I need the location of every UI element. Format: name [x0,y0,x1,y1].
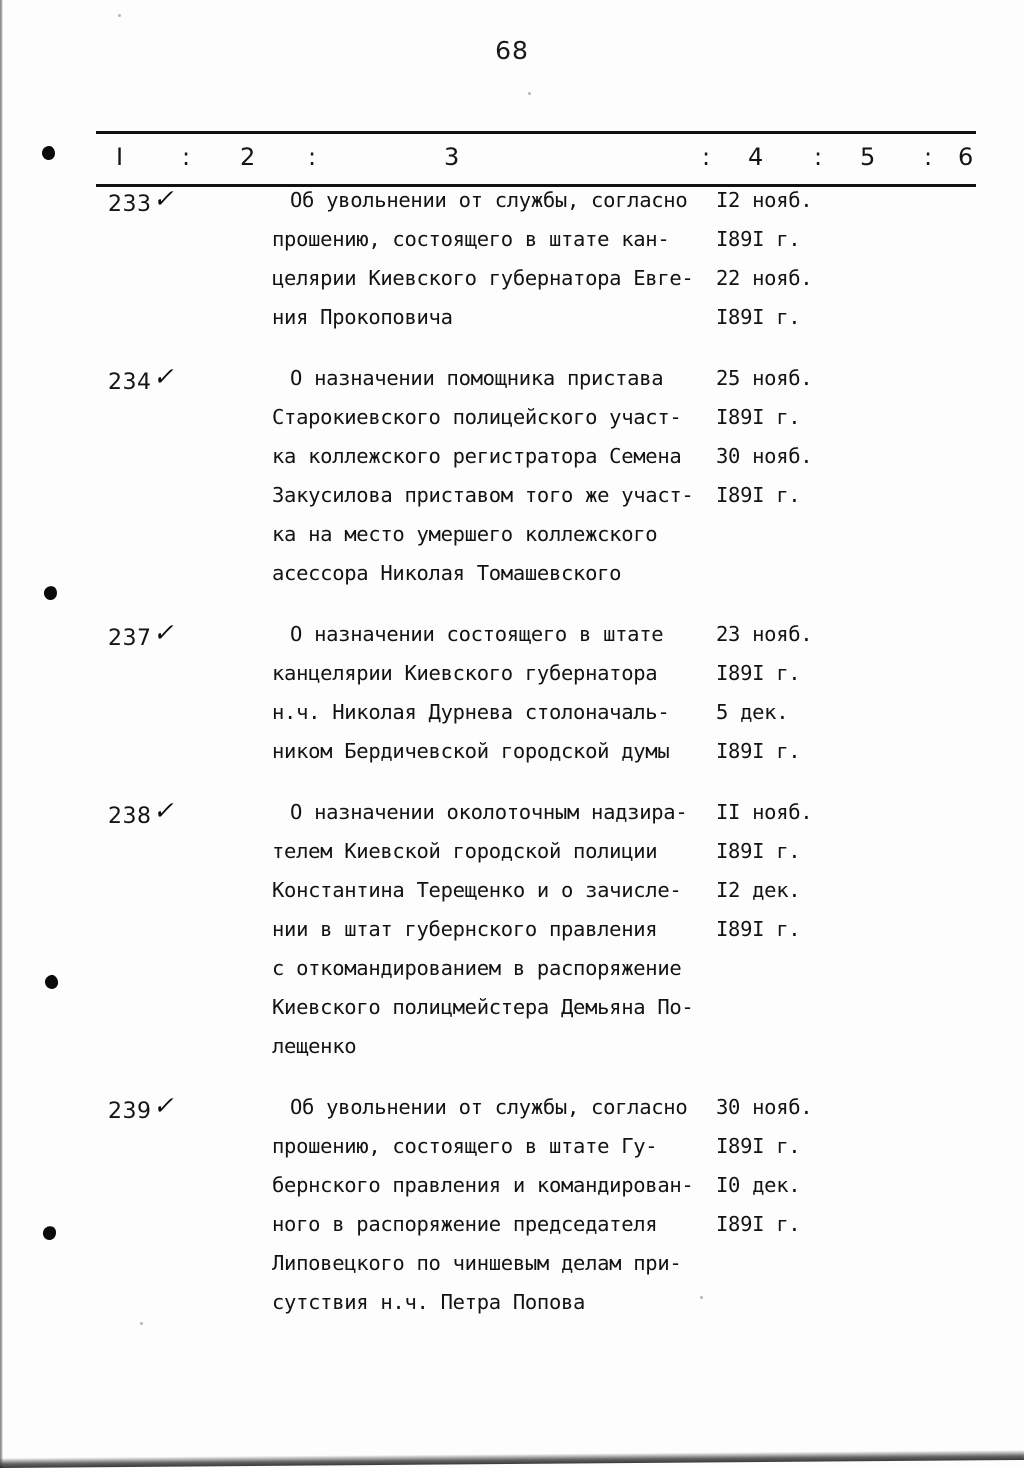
entry-line [0,661,1024,700]
column-header-rule [96,131,976,187]
register-entry [0,618,1024,778]
column-header-9: 5 [860,143,876,171]
entry-line [0,405,1024,444]
entry-date-text: 30 нояб. [716,1095,813,1119]
entry-description-text: асессора Николая Томашевского [272,561,622,585]
checkmark-icon: ✓ [151,1091,180,1120]
entry-description-text: н.ч. Николая Дурнева столоначаль- [272,700,670,724]
entry-line [0,305,1024,344]
column-header-1: I [116,143,124,171]
entry-description-text: телем Киевской городской полиции [272,839,658,863]
entry-line [0,483,1024,522]
entry-description-text: Об увольнении от службы, согласно [290,1095,688,1119]
entry-description-text: прошению, состоящего в штате кан- [272,227,670,251]
entry-line [0,917,1024,956]
entry-line [0,995,1024,1034]
entry-description-text: Константина Терещенко и о зачисле- [272,878,682,902]
column-header-8: : [814,143,823,171]
register-entry-list [0,184,1024,1351]
entry-date-text: I0 дек. [716,1173,801,1197]
entry-description-text: Закусилова приставом того же участ- [272,483,694,507]
entry-date-text: 25 нояб. [716,366,813,390]
entry-line [0,184,1024,227]
entry-line [0,878,1024,917]
entry-date-text: I89I г. [716,839,801,863]
entry-description-text: О назначении помощника пристава [290,366,664,390]
entry-line [0,839,1024,878]
entry-date-text: I2 нояб. [716,188,813,212]
entry-date-text: II нояб. [716,800,813,824]
checkmark-icon: ✓ [151,796,180,825]
entry-line [0,618,1024,661]
register-entry [0,362,1024,600]
page-number: 68 [495,36,529,65]
entry-date-text: I89I г. [716,661,801,685]
entry-line [0,227,1024,266]
entry-line [0,1173,1024,1212]
scan-speck [118,14,121,17]
entry-line-list [0,184,1024,344]
entry-date-text: 22 нояб. [716,266,813,290]
entry-description-text: прошению, состоящего в штате Гу- [272,1134,658,1158]
entry-description-text: ником Бердичевской городской думы [272,739,670,763]
entry-description-text: Киевского полицмейстера Демьяна По- [272,995,694,1019]
checkmark-icon: ✓ [151,184,180,213]
column-header-6: : [702,143,711,171]
entry-number-text: 234 [108,370,152,395]
entry-line-list [0,362,1024,600]
column-header-4: : [308,143,317,171]
margin-ink-blot [42,146,55,160]
scan-speck [528,92,531,95]
entry-line [0,956,1024,995]
column-header-5: 3 [444,143,460,171]
checkmark-icon: ✓ [151,618,180,647]
entry-date-text: I89I г. [716,917,801,941]
entry-date-text: I89I г. [716,227,801,251]
entry-line [0,522,1024,561]
entry-line [0,362,1024,405]
entry-line [0,561,1024,600]
entry-number-text: 238 [108,804,152,829]
entry-line [0,1212,1024,1251]
entry-date-text: I89I г. [716,305,801,329]
entry-description-text: с откомандированием в распоряжение [272,956,682,980]
entry-description-text: лещенко [272,1034,357,1058]
entry-line [0,700,1024,739]
entry-date-text: I89I г. [716,405,801,429]
entry-line [0,266,1024,305]
entry-number-text: 237 [108,626,152,651]
entry-description-text: бернского правления и командирован- [272,1173,694,1197]
entry-line [0,1290,1024,1329]
entry-line [0,1251,1024,1290]
entry-description-text: ния Прокоповича [272,305,453,329]
column-header-11: 6 [958,143,974,171]
entry-description-text: целярии Киевского губернатора Евге- [272,266,694,290]
register-entry [0,1091,1024,1329]
entry-description-text: канцелярии Киевского губернатора [272,661,658,685]
column-header-7: 4 [748,143,764,171]
column-header-row [96,134,976,184]
entry-line [0,444,1024,483]
column-header-10: : [924,143,933,171]
entry-number-text: 239 [108,1099,152,1124]
register-entry [0,184,1024,344]
entry-description-text: ного в распоряжение председателя [272,1212,658,1236]
entry-description-text: сутствия н.ч. Петра Попова [272,1290,586,1314]
entry-description-text: Липовецкого по чиншевым делам при- [272,1251,682,1275]
entry-date-text: I89I г. [716,1212,801,1236]
entry-line [0,1034,1024,1073]
entry-date-text: I2 дек. [716,878,801,902]
entry-description-text: ка коллежского регистратора Семена [272,444,682,468]
column-header-3: 2 [240,143,256,171]
entry-date-text: 5 дек. [716,700,789,724]
entry-date-text: 23 нояб. [716,622,813,646]
entry-line-list [0,1091,1024,1329]
entry-date-text: 30 нояб. [716,444,813,468]
entry-line [0,1091,1024,1134]
entry-date-text: I89I г. [716,1134,801,1158]
column-header-2: : [182,143,191,171]
checkmark-icon: ✓ [151,362,180,391]
entry-description-text: Об увольнении от службы, согласно [290,188,688,212]
entry-line [0,739,1024,778]
scan-edge-bottom-artifact [0,1450,1024,1468]
register-entry [0,796,1024,1073]
entry-number-text: 233 [108,192,152,217]
entry-description-text: ка на место умершего коллежского [272,522,658,546]
entry-description-text: О назначении околоточным надзира- [290,800,688,824]
entry-description-text: нии в штат губернского правления [272,917,658,941]
entry-description-text: Старокиевского полицейского участ- [272,405,682,429]
entry-line-list [0,618,1024,778]
entry-date-text: I89I г. [716,739,801,763]
entry-line [0,1134,1024,1173]
entry-date-text: I89I г. [716,483,801,507]
entry-line-list [0,796,1024,1073]
entry-line [0,796,1024,839]
entry-description-text: О назначении состоящего в штате [290,622,664,646]
